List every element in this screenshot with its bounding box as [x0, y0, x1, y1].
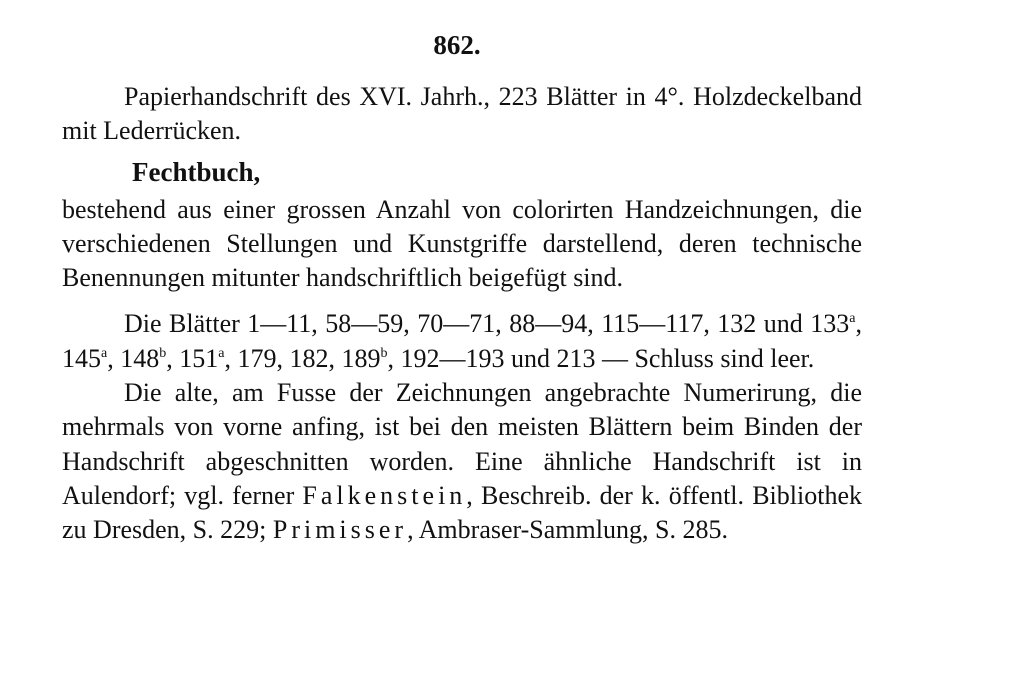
- numbering-text: Die alte, am Fusse der Zeichnungen angebrachte Numerirung, die mehrmals von vorne anfing, ist bei den meisten Blättern beim Binden der Handschrift abgeschnitten worden. Eine ähnliche Handschrift ist in Aulendorf; vgl. ferner: [62, 378, 862, 510]
- leaves-text: Die Blätter 1—11, 58—59, 70—71, 88—94, 115—117, 132 und 133: [124, 309, 850, 339]
- leaves-text: , 148: [107, 343, 160, 373]
- leaves-text: , 151: [166, 343, 219, 373]
- leaf-suffix: b: [380, 345, 388, 361]
- numbering-paragraph: [62, 376, 862, 547]
- numbering-text: , Ambraser-Sammlung, S. 285.: [407, 515, 728, 545]
- leaf-suffix: a: [218, 345, 225, 361]
- description-paragraph: bestehend aus einer grossen Anzahl von colorirten Handzeichnungen, die verschiedenen Stellungen und Kunstgriffe darstellend, deren technische Benennungen mitunter handschriftlich beigefügt sind.: [62, 194, 862, 293]
- section-heading: Fechtbuch,: [132, 156, 261, 187]
- leaf-suffix: b: [159, 345, 167, 361]
- document-page: [62, 28, 862, 548]
- page-number: 862.: [433, 30, 481, 60]
- intro-paragraph: Papierhandschrift des XVI. Jahrh., 223 Blätter in 4°. Holzdeckelband mit Lederrücken.: [62, 82, 862, 146]
- leaves-text: , 179, 182, 189: [224, 343, 381, 373]
- blank-leaves-paragraph: [62, 307, 862, 376]
- leaves-text: , 145: [62, 309, 862, 373]
- author-name-falkenstein: Falkenstein: [302, 480, 467, 510]
- leaves-text: , 192—193 und 213 — Schluss sind leer.: [387, 343, 815, 373]
- numbering-text: , Beschreib. der k. öffentl. Bibliothek zu Dresden, S. 229;: [62, 480, 862, 545]
- leaf-suffix: a: [849, 311, 856, 327]
- author-name-primisser: Primisser: [272, 515, 408, 545]
- leaf-suffix: a: [101, 345, 108, 361]
